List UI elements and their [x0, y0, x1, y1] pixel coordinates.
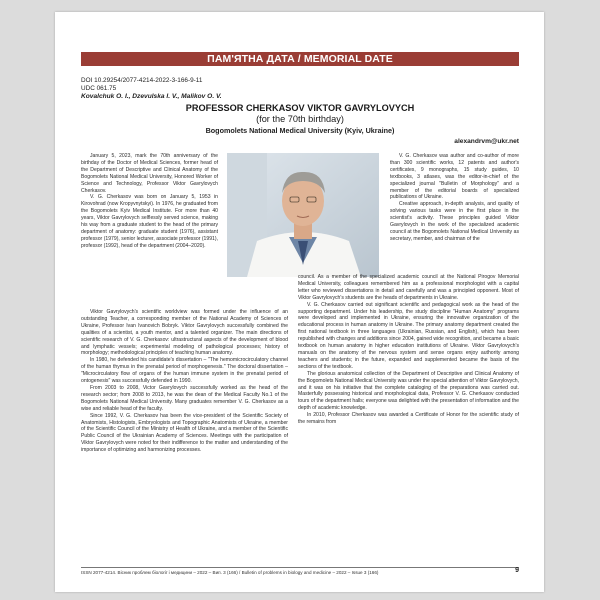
affiliation: Bogomolets National Medical University (Kyiv, Ukraine) — [205, 126, 395, 135]
paragraph: The glorious anatomical collection of the Department of Descriptive and Clinical Anatomy of the Bogomolets National Medical University was under the special attention of Viktor Gavrylovych, and it was on his initiative that the complete cataloging of the preparations was carried out. Masterfully possessing historical and morphological data, Professor V. G. Cherkasov conducted tours of the department halls; everyone was delighted with the presentation of information and the depth of academic knowledge. — [298, 370, 519, 412]
paragraph: council. As a member of the specialized academic council at the National Pirogov Memorial Medical University, colleagues remembered him as a professional morphologist with a capital letter who reviewed dissertations in detail and carefully and was a principled opponent. Most of Viktor Gavrylovych's students are the heads of departments in Ukraine. — [298, 274, 519, 301]
footer-divider — [81, 567, 519, 568]
article-title: PROFESSOR CHERKASOV VIKTOR GAVRYLOVYCH — [185, 103, 415, 113]
paragraph: Since 1992, V. G. Cherkasov has been the vice-president of the Scientific Society of Anatomists, Histologists, Embryologists and Topographic Anatomists of Ukraine, a member of the Scientific Council of the Ministry of Health of Ukraine, and a member of the Scientific Public Council of the Ukrainian Academy of Sciences. Meetings with the participation of Viktor Gavrylovych were noted for their indifference to the matter and understanding of the importance of optimizing and harmonizing processes. — [81, 412, 288, 454]
paragraph: In 1980, he defended his candidate's dissertation – "The hemomicrocirculatory channel of the human thymus in the prenatal period of morphogenesis." The doctoral dissertation – "Microcirculatory flow of organs of the human immune system in the prenatal period of ontogenesis" was successfully defended in 1990. — [81, 357, 288, 385]
journal-footer: ISSN 2077-4214. Вісник проблем біології і медицини – 2022 – Вип. 3 (166) / Bulletin of problems in biology and medicine – 2022 – Issue 3 (166) — [81, 570, 379, 575]
paragraph: January 5, 2023, mark the 70th anniversary of the birthday of the Doctor of Medical Sciences, former head of the Department of Descriptive and Clinical Anatomy of the Bogomolets National Medical University, Honored Worker of Science and Technology, Professor Viktor Gavrylovych Cherkasov. — [81, 153, 218, 194]
text-column-right-top — [390, 153, 519, 243]
section-banner: ПАМ'ЯТНА ДАТА / MEMORIAL DATE — [81, 52, 519, 66]
authors: Kovalchuk O. I., Dzevulska I. V., Malikov O. V. — [81, 93, 222, 100]
portrait-photo — [227, 153, 379, 277]
paragraph: V. G. Cherkasov was born on January 5, 1953 in Kirovohrad (now Kropyvnytskyi). In 1976, he graduated from the Bogomolets Kyiv Medical Institute. For more than 40 years, Viktor Gavrylovych selflessly served science, making his way from a graduate student to the head of the primary department of anatomy: graduate student (1976), assistant professor (1979), senior lecturer, associate professor (1991), professor (1992), head of the department (2004–2020). — [81, 194, 218, 249]
journal-page — [55, 12, 544, 592]
paragraph: From 2003 to 2008, Victor Gavrylovych successfully worked as the head of the research sector; from 2008 to 2013, he was the dean of the Medical Faculty No.1 of the Bogomolets National Medical University. Many graduates remember V. G. Cherkasov as a wise and reliable head of the faculty. — [81, 384, 288, 412]
paragraph: Viktor Gavrylovych's scientific worldview was formed under the influence of an outstanding Teacher, a corresponding member of the National Academy of Sciences of Ukraine, Professor Ivan Ivanovich Bobryk. Viktor Gavrylovych successfully combined the qualities of a scientist, a youth mentor, and a talented organizer. The main directions of scientific research of V. G. Cherkasov: ultrastructural aspects of the development of blood and lymphatic vessels; experimental modeling of pathological processes; history of morphology; methodological principles of teaching human anatomy. — [81, 309, 288, 357]
udc: UDC 061.75 — [81, 85, 117, 92]
doi: DOI 10.29254/2077-4214-2022-3-166-9-11 — [81, 77, 203, 84]
text-column-left-top — [81, 153, 218, 250]
paragraph: In 2010, Professor Cherkasov was awarded a Certificate of Honor for the scientific study of the remains from — [298, 412, 519, 426]
portrait-image — [227, 153, 379, 277]
article-subtitle: (for the 70th birthday) — [256, 114, 344, 124]
text-column-right — [298, 274, 519, 426]
paragraph: Creative approach, in-depth analysis, and quality of solving various tasks were in the first place in the scientist's activity. These principles guided Viktor Gavrylovych in the work of the specialized academic council at the Bogomolets National Medical University as secretary, member, and chairman of the — [390, 201, 519, 242]
page-number: 9 — [515, 567, 519, 574]
text-column-left — [81, 309, 288, 454]
paragraph: V. G. Cherkasov carried out significant scientific and pedagogical work as the head of the supporting department. Under his leadership, the study discipline "Human Anatomy" programs were developed and implemented in Ukraine, ensuring the innovative organization of the educational process in human anatomy in Ukraine. The primary anatomy department created the first national textbook in three languages (Ukrainian, Russian, and English), which has been republished with changes and additions since 2004, gained wide recognition, and became a basic textbook on human anatomy in higher education institutions of Ukraine. Viktor Gavrylovych's manuals on the anatomy of the nervous system and sense organs enjoy authority among teachers and students; in the future, expanded and supplemented became the basis of the sections of the textbook. — [298, 301, 519, 370]
email[interactable]: alexandrvm@ukr.net — [454, 138, 519, 145]
paragraph: V. G. Cherkasov was author and co-author of more than 300 scientific works, 12 patents and author's certificates, 9 monographs, 15 study guides, 10 textbooks, 3 atlases, was the editor-in-chief of the specialized journal "Bulletin of Morphology" and a member of the editorial boards of specialized publications of Ukraine. — [390, 153, 519, 201]
